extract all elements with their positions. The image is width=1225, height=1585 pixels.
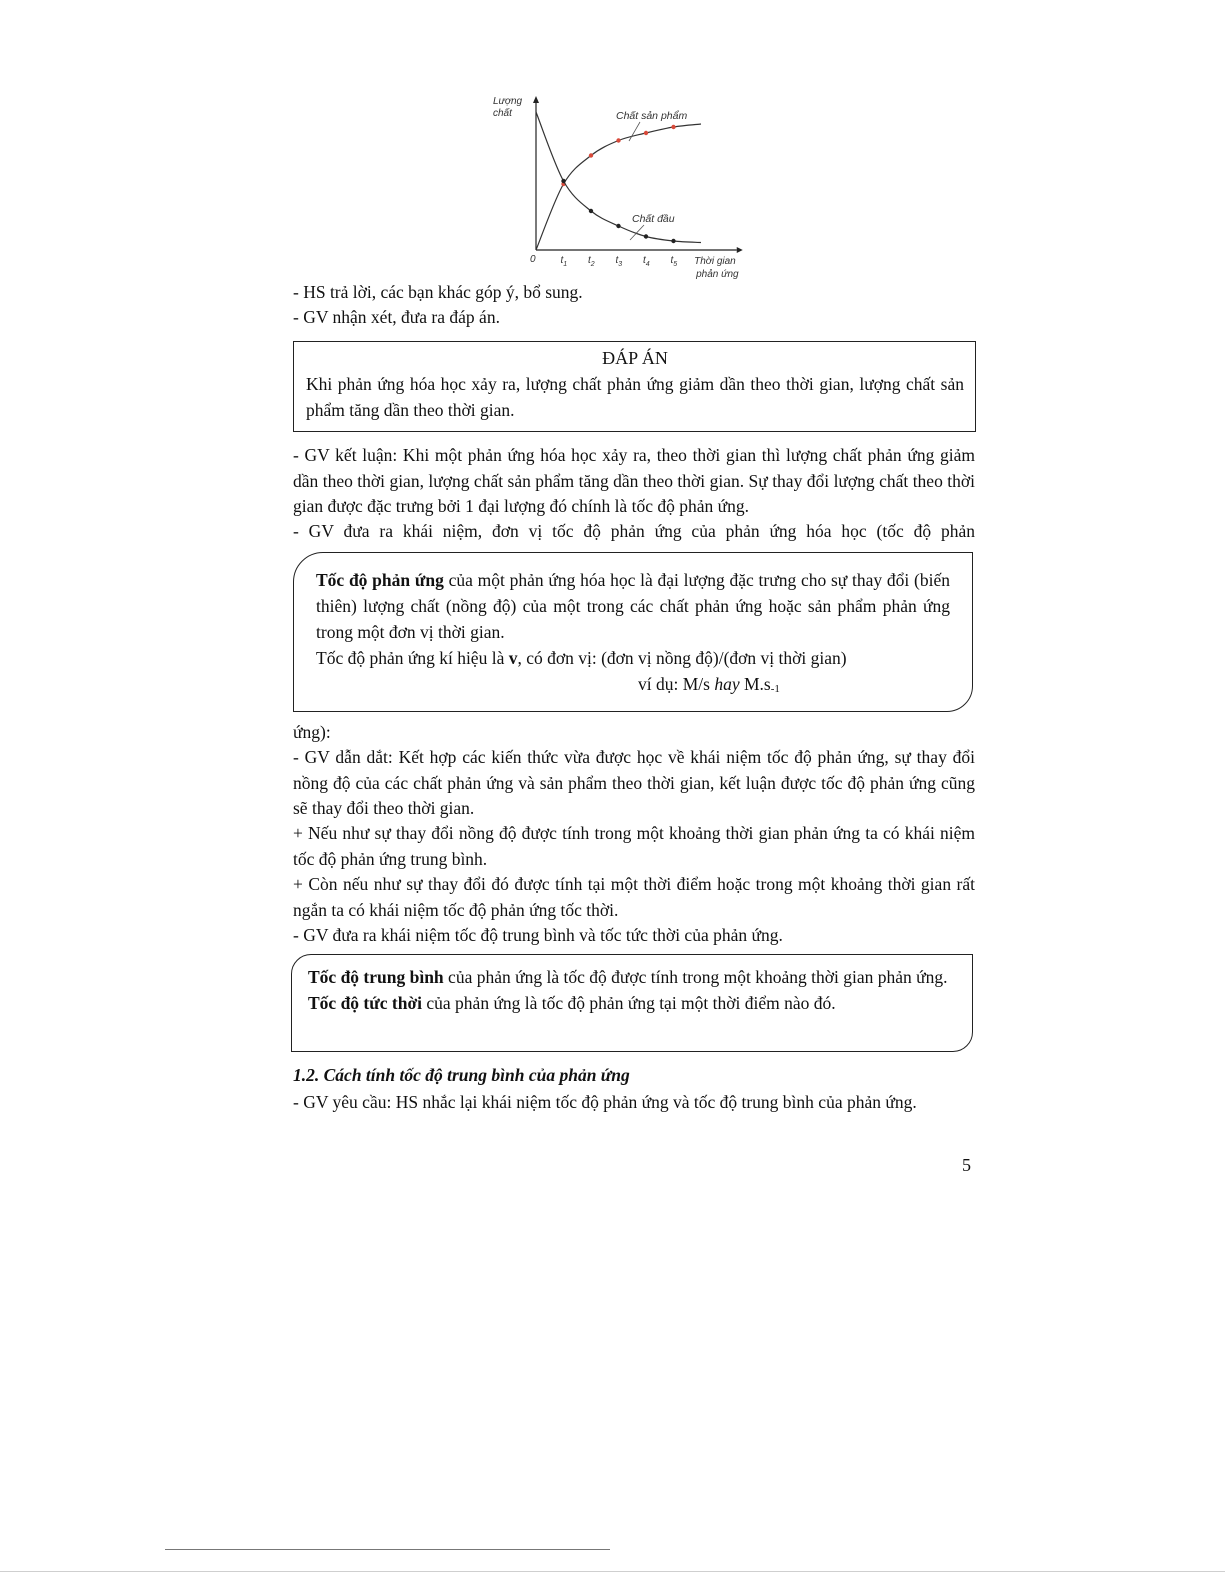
answer-box <box>293 341 976 432</box>
gv-guide: - GV dẫn dắt: Kết hợp các kiến thức vừa được học về khái niệm tốc độ phản ứng, sự thay đổi nồng độ của các chất phản ứng và sản phẩm theo thời gian, kết luận được tốc độ phản ứng cũng sẽ thay đổi theo thời gian. <box>293 747 975 818</box>
definition-box <box>293 552 973 712</box>
hs-answer-line: - HS trả lời, các bạn khác góp ý, bổ sung. <box>293 282 583 302</box>
symbol-v: v <box>508 648 518 668</box>
data-point-reactant-4 <box>644 234 648 238</box>
plus-average: + Nếu như sự thay đổi nồng độ được tính trong một khoảng thời gian phản ứng ta có khái niệm tốc độ phản ứng trung bình. <box>293 823 975 869</box>
gv-request: - GV yêu cầu: HS nhắc lại khái niệm tốc độ phản ứng và tốc độ trung bình của phản ứng. <box>293 1092 917 1112</box>
chart-labels <box>493 96 739 280</box>
instant-rate-rest: của phản ứng là tốc độ phản ứng tại một thời điểm nào đó. <box>422 993 836 1013</box>
page-number: 5 <box>962 1155 971 1175</box>
data-point-product-4 <box>644 131 648 135</box>
data-point-product-5 <box>671 125 675 129</box>
plus-instant: + Còn nếu như sự thay đổi đó được tính tại một thời điểm hoặc trong một khoảng thời gian rất ngắn ta có khái niệm tốc độ phản ứng tốc thời. <box>293 874 975 920</box>
example-hay: hay <box>714 674 740 694</box>
definition-term: Tốc độ phản ứng <box>316 570 444 590</box>
symbol-post: , có đơn vị: (đơn vị nồng độ)/(đơn vị thời gian) <box>517 648 847 668</box>
data-point-reactant-1 <box>561 179 565 183</box>
y-axis-label-line-1: chất <box>493 108 512 119</box>
concept-intro: - GV đưa ra khái niệm, đơn vị tốc độ phản ứng của phản ứng hóa học (tốc độ phản <box>293 521 975 541</box>
example-line <box>316 671 950 702</box>
reaction-progress-chart <box>488 90 758 282</box>
series-label-product: Chất sản phẩm <box>616 110 688 122</box>
rate-definitions-box <box>291 954 973 1052</box>
data-point-reactant-3 <box>616 224 620 228</box>
tick-label-t3: $t_3$ <box>615 255 623 268</box>
gv-conclusion: - GV kết luận: Khi một phản ứng hóa học xảy ra, theo thời gian thì lượng chất phản ứng giảm dần theo thời gian, lượng chất sản phẩm tăng dần theo thời gian. Sự thay đổi lượng chất theo thời gian được đặc trưng bởi 1 đại lượng đó chính là tốc độ phản ứng. <box>293 445 975 516</box>
data-point-product-2 <box>589 153 593 157</box>
average-rate-term: Tốc độ trung bình <box>308 967 444 987</box>
data-point-product-3 <box>616 138 620 142</box>
answer-title: ĐÁP ÁN <box>602 348 668 368</box>
series-line-product <box>536 124 701 250</box>
x-axis-label-line-0: Thời gian <box>694 256 736 267</box>
leader-line-reactant <box>630 225 644 240</box>
ung-continuation: ứng): <box>293 722 331 742</box>
origin-label: 0 <box>530 254 536 265</box>
section-heading: 1.2. Cách tính tốc độ trung bình của phản ứng <box>293 1065 630 1085</box>
series-line-reactant <box>536 112 701 243</box>
symbol-line <box>316 645 950 671</box>
average-rate-rest: của phản ứng là tốc độ được tính trong một khoảng thời gian phản ứng. <box>443 967 948 987</box>
y-axis-arrow <box>533 96 539 103</box>
symbol-pre: Tốc độ phản ứng kí hiệu là <box>316 648 509 668</box>
x-axis-arrow <box>737 247 743 253</box>
data-point-reactant-2 <box>589 209 593 213</box>
instant-rate-term: Tốc độ tức thời <box>308 993 423 1013</box>
tick-label-t4: $t_4$ <box>643 255 650 268</box>
series-label-reactant: Chất đầu <box>632 213 675 225</box>
tick-label-t5: $t_5$ <box>670 255 678 268</box>
y-axis-label-line-0: Lượng <box>493 96 523 107</box>
concept-two: - GV đưa ra khái niệm tốc độ trung bình và tốc tức thời của phản ứng. <box>293 925 783 945</box>
average-rate-def <box>308 964 950 990</box>
example-post: M.s <box>739 674 771 694</box>
footnote-divider <box>165 1549 610 1550</box>
instant-rate-def <box>308 990 950 1016</box>
leader-line-product <box>629 122 640 141</box>
x-axis-label-line-1: phản ứng <box>696 269 739 280</box>
data-point-reactant-5 <box>671 239 675 243</box>
page-bottom-edge <box>0 1571 1225 1572</box>
definition-text <box>316 567 950 645</box>
chart-series <box>536 112 701 250</box>
definition-rest: của một phản ứng hóa học là đại lượng đặc trưng cho sự thay đổi (biến thiên) lượng chất (nồng độ) của một trong các chất phản ứng hoặc sản phẩm phản ứng trong một đơn vị thời gian. <box>316 570 950 642</box>
tick-label-t2: $t_2$ <box>588 255 595 268</box>
answer-body: Khi phản ứng hóa học xảy ra, lượng chất phản ứng giảm dần theo thời gian, lượng chất sản phẩm tăng dần theo thời gian. <box>306 374 964 420</box>
gv-comment-line: - GV nhận xét, đưa ra đáp án. <box>293 307 500 327</box>
example-pre: ví dụ: M/s <box>638 674 715 694</box>
tick-label-t1: $t_1$ <box>560 255 568 268</box>
example-sup: -1 <box>770 683 780 695</box>
